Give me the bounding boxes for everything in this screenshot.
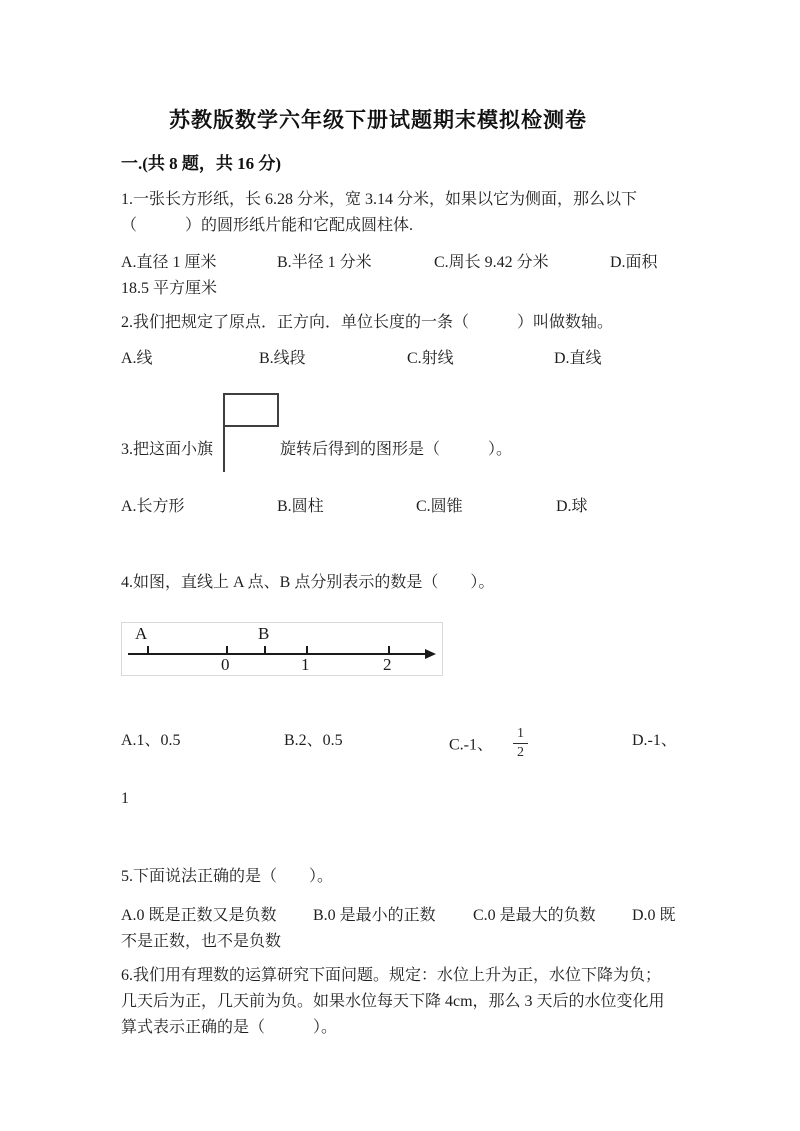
- q4-option-d: D.-1、: [632, 732, 677, 749]
- q4-option-d-wrap: 1: [121, 790, 129, 807]
- question-1-line2: （ ）的圆形纸片能和它配成圆柱体.: [121, 217, 414, 234]
- q4-option-a: A.1、0.5: [121, 732, 181, 749]
- q3-option-b: B.圆柱: [277, 498, 324, 515]
- q5-option-d-wrap: 不是正数，也不是负数: [121, 933, 282, 950]
- question-5-text: 5.下面说法正确的是（ ）。: [121, 868, 334, 885]
- question-4-text: 4.如图，直线上 A 点、B 点分别表示的数是（ ）。: [121, 574, 495, 591]
- q5-option-c: C.0 是最大的负数: [473, 907, 596, 924]
- question-6-line1: 6.我们用有理数的运算研究下面问题。规定：水位上升为正，水位下降为负；: [121, 967, 662, 984]
- question-5-options: [121, 903, 716, 929]
- flag-rectangle: [223, 393, 279, 427]
- fraction-denominator: 2: [517, 744, 525, 760]
- q4-option-c: [449, 728, 528, 764]
- q1-option-c: C.周长 9.42 分米: [434, 254, 549, 271]
- tick-label-0: 0: [221, 655, 230, 674]
- question-3-block: [121, 380, 716, 520]
- tick-point-b: [264, 646, 266, 655]
- question-3-options: [121, 494, 716, 520]
- question-4-options: [121, 718, 716, 764]
- q2-option-d: D.直线: [554, 350, 602, 367]
- question-1-line1: 1.一张长方形纸，长 6.28 分米，宽 3.14 分米，如果以它为侧面，那么以下: [121, 191, 638, 208]
- question-3-text: [121, 437, 716, 463]
- q3-option-d: D.球: [556, 498, 588, 515]
- q3-option-c: C.圆锥: [416, 498, 463, 515]
- q2-option-b: B.线段: [259, 350, 306, 367]
- question-2-options: [121, 346, 716, 372]
- point-b-label: B: [258, 624, 270, 643]
- number-line-figure: [121, 622, 443, 676]
- q5-option-d: D.0 既: [632, 907, 676, 924]
- q1-option-b: B.半径 1 分米: [277, 254, 372, 271]
- q2-option-a: A.线: [121, 350, 153, 367]
- tick-label-1: 1: [301, 655, 310, 674]
- question-6-text: [121, 963, 716, 1041]
- fraction-numerator: 1: [513, 725, 528, 744]
- axis-arrow-icon: [425, 649, 436, 659]
- question-1-text: [121, 187, 716, 239]
- tick-label-2: 2: [383, 655, 392, 674]
- q3-text-before-flag: 3.把这面小旗: [121, 441, 214, 458]
- page-title: 苏教版数学六年级下册试题期末模拟检测卷: [169, 108, 587, 132]
- q4-option-c-prefix: C.-1、: [449, 736, 494, 754]
- q1-option-d-wrap: 18.5 平方厘米: [121, 280, 218, 297]
- one-half-fraction: [513, 725, 528, 761]
- q3-option-a: A.长方形: [121, 498, 185, 515]
- section-heading: 一.(共 8 题，共 16 分): [121, 154, 282, 173]
- q1-option-a: A.直径 1 厘米: [121, 254, 217, 271]
- question-1-options: [121, 250, 716, 276]
- q4-option-b: B.2、0.5: [284, 732, 343, 749]
- q2-option-c: C.射线: [407, 350, 454, 367]
- question-6-line3: 算式表示正确的是（ ）。: [121, 1019, 338, 1036]
- point-a-label: A: [135, 624, 148, 643]
- q5-option-a: A.0 既是正数又是负数: [121, 907, 277, 924]
- q3-text-after-flag: 旋转后得到的图形是（ ）。: [280, 441, 513, 458]
- question-6-line2: 几天后为正，几天前为负。如果水位每天下降 4cm，那么 3 天后的水位变化用: [121, 993, 665, 1010]
- question-2-text: 2.我们把规定了原点．正方向．单位长度的一条（ ）叫做数轴。: [121, 314, 614, 331]
- q1-option-d: D.面积: [610, 254, 658, 271]
- tick-point-a: [147, 646, 149, 655]
- q5-option-b: B.0 是最小的正数: [313, 907, 436, 924]
